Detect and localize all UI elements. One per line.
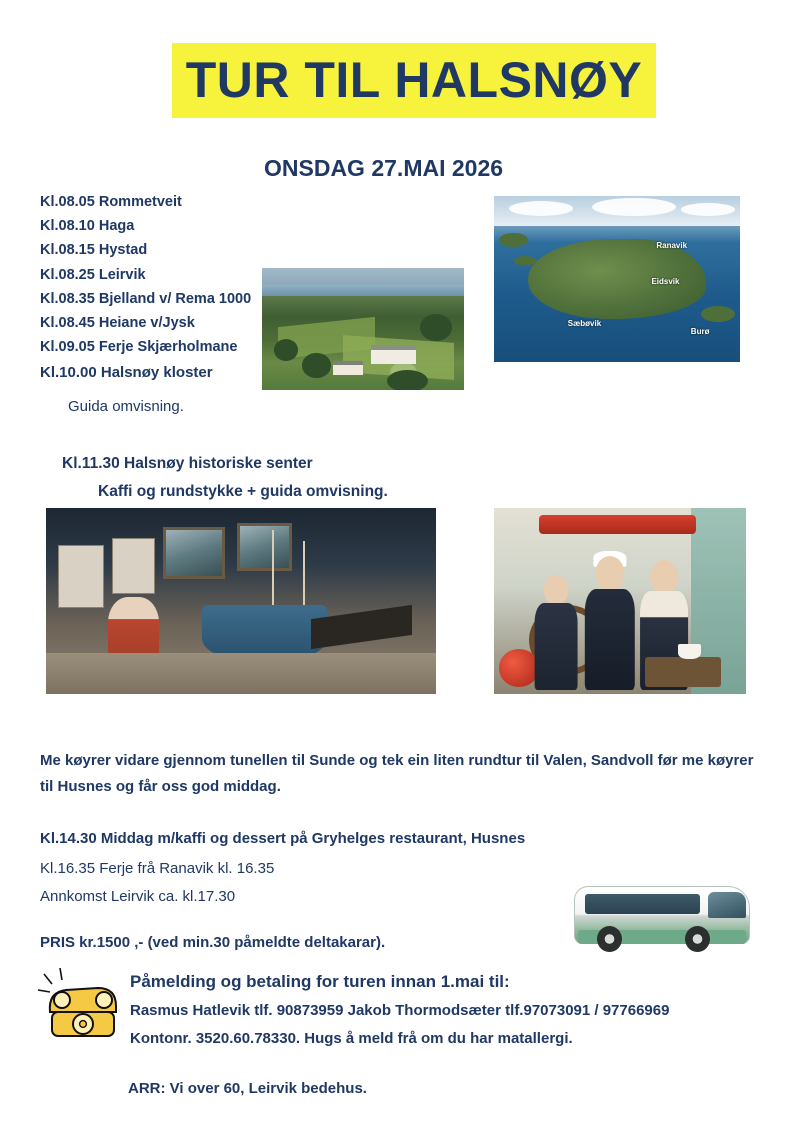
photo-mannequin-body (534, 603, 577, 691)
photo-cup (678, 644, 701, 659)
photo-mannequin (585, 556, 635, 690)
photo-islet (701, 306, 735, 323)
photo-building (333, 361, 363, 376)
map-label-buro: Burø (690, 327, 710, 337)
photo-bus-wheel (685, 926, 710, 952)
photo-cloud (592, 198, 676, 216)
route-paragraph: Me køyrer vidare gjennom tunellen til Sunde og tek ein liten rundtur til Valen, Sandvoll før me køyrer til Husnes og får oss god middag. (40, 752, 754, 795)
photo-painting (163, 527, 225, 579)
photo-bus-wheel (597, 926, 622, 952)
photo-building (371, 345, 415, 365)
signup-heading: Påmelding og betaling for turen innan 1.mai til: (130, 972, 510, 991)
list-item: Kl.09.05 Ferje Skjærholmane (40, 339, 238, 356)
photo-cloud (509, 201, 573, 216)
photo-display-panel (112, 538, 155, 594)
kloster-stop-heading: Kl.10.00 Halsnøy kloster (40, 364, 213, 381)
aerial-farm-photo (262, 268, 464, 390)
photo-tree (302, 353, 330, 377)
telephone-icon (36, 968, 128, 1044)
list-item: Kl.08.05 Rommetveit (40, 194, 182, 210)
dinner-line: Kl.14.30 Middag m/kaffi og dessert på Gryhelges restaurant, Husnes (40, 830, 526, 847)
photo-painting (237, 523, 292, 571)
senter-stop-note: Kaffi og rundstykke + guida omvisning. (98, 483, 388, 500)
arranger-line: ARR: Vi over 60, Leirvik bedehus. (128, 1080, 367, 1097)
museum-interior-photo (46, 508, 436, 694)
photo-table (645, 657, 721, 687)
photo-tree (420, 314, 452, 341)
photo-life-buoy (499, 649, 539, 686)
photo-mannequin-head (543, 575, 568, 605)
photo-boat-mast (272, 530, 274, 616)
photo-red-beam (539, 515, 695, 534)
list-item: Kl.08.15 Hystad (40, 242, 148, 259)
map-label-saebovik: Sæbøvik (567, 318, 602, 328)
kloster-stop-note: Guida omvisning. (68, 398, 184, 415)
museum-mannequins-photo (494, 508, 746, 694)
halsnoy-island-map-photo (494, 196, 740, 362)
list-item: Kl.08.45 Heiane v/Jysk (40, 315, 195, 332)
photo-display-panel (58, 545, 105, 608)
list-item: Kl.08.25 Leirvik (40, 266, 146, 283)
photo-islet (499, 233, 529, 248)
photo-mannequin (108, 597, 159, 660)
photo-tree (387, 370, 427, 390)
map-label-ranavik: Ranavik (656, 240, 688, 250)
contact-line: Rasmus Hatlevik tlf. 90873959 Jakob Thormodsæter tlf.97073091 / 97766969 (130, 1002, 670, 1019)
page-title: TUR TIL HALSNØY (185, 52, 643, 108)
list-item: Kl.08.35 Bjelland v/ Rema 1000 (40, 290, 252, 307)
photo-cloud (681, 203, 735, 216)
senter-stop-heading: Kl.11.30 Halsnøy historiske senter (62, 455, 313, 472)
photo-islet (514, 256, 536, 266)
photo-tree (274, 339, 298, 361)
poster-subtitle: ONSDAG 27.MAI 2026 (264, 155, 504, 181)
photo-mannequin-head (650, 560, 678, 594)
ferry-line: Kl.16.35 Ferje frå Ranavik kl. 16.35 (40, 860, 275, 877)
photo-water-band (262, 285, 464, 296)
tour-bus-photo (566, 868, 758, 968)
photo-bus-windshield (708, 892, 746, 918)
price-line: PRIS kr.1500 ,- (ved min.30 påmeldte deltakarar). (40, 934, 386, 951)
photo-floor (46, 653, 436, 694)
arrival-line: Annkomst Leirvik ca. kl.17.30 (40, 888, 236, 905)
list-item: Kl.08.10 Haga (40, 218, 135, 235)
photo-mannequin-head (595, 556, 624, 591)
photo-mannequin-body (585, 589, 635, 691)
map-label-eidsvik: Eidsvik (651, 277, 680, 287)
photo-bus-windows (585, 894, 700, 914)
account-line: Kontonr. 3520.60.78330. Hugs å meld frå om du har matallergi. (130, 1030, 573, 1047)
photo-mannequin (534, 575, 577, 690)
